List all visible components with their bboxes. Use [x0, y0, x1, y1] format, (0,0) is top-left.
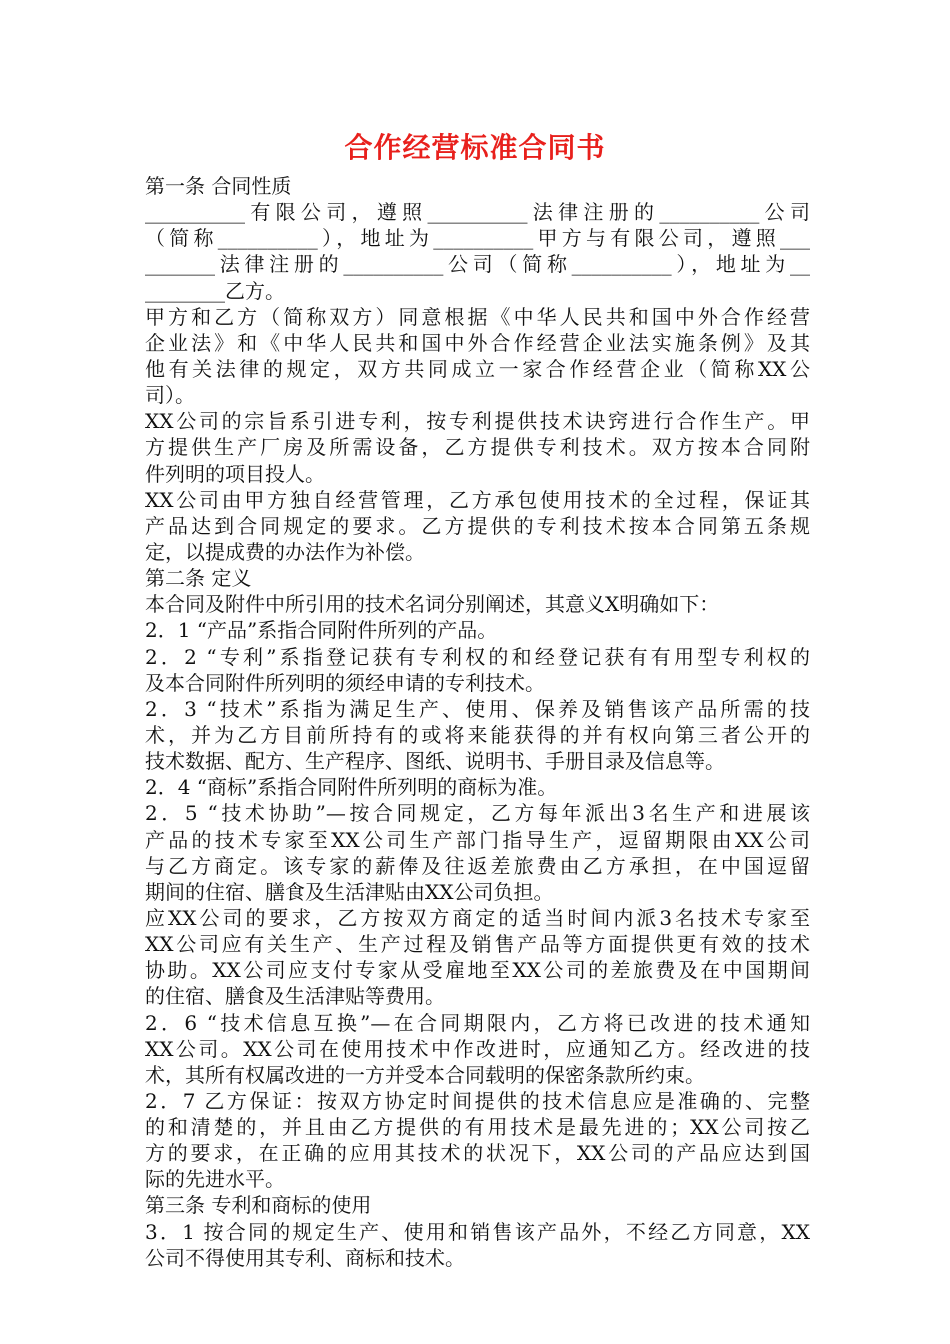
text-line: ________乙方。 — [145, 278, 285, 303]
section-heading: 第三条 专利和商标的使用 — [145, 1193, 372, 1218]
section-heading: 第一条 合同性质 — [145, 174, 292, 198]
text-line: 他有关法律的规定，双方共同成立一家合作经营企业（简称XX公 — [145, 356, 810, 381]
text-line: 与乙方商定。该专家的薪俸及往返差旅费由乙方承担，在中国逗留 — [145, 853, 810, 878]
text-line: 技术数据、配方、生产程序、图纸、说明书、手册目录及信息等。 — [145, 749, 725, 774]
text-line: 公司不得使用其专利、商标和技术。 — [145, 1245, 465, 1270]
text-line: 际的先进水平。 — [145, 1167, 285, 1192]
text-line: 2．4 “商标”系指合同附件所列明的商标为准。 — [145, 775, 558, 800]
text-line: 应XX公司的要求，乙方按双方商定的适当时间内派3名技术专家至 — [145, 905, 810, 930]
text-line: XX公司应有关生产、生产过程及销售产品等方面提供更有效的技术 — [145, 932, 810, 957]
text-line: XX公司由甲方独自经营管理，乙方承包使用技术的全过程，保证其 — [145, 487, 810, 512]
text-line: XX公司。XX公司在使用技术中作改进时，应通知乙方。经改进的技 — [145, 1036, 810, 1061]
text-line: 协助。XX公司应支付专家从受雇地至XX公司的差旅费及在中国期间 — [145, 958, 810, 983]
text-line: 2．3 “技术”系指为满足生产、使用、保养及销售该产品所需的技 — [145, 696, 810, 721]
text-line: 定，以提成费的办法作为补偿。 — [145, 539, 425, 564]
text-line: 2．2 “专利”系指登记获有专利权的和经登记获有有用型专利权的 — [145, 644, 810, 669]
text-line: 期间的住宿、膳食及生活津贴由XX公司负担。 — [145, 879, 554, 904]
document-body — [145, 173, 810, 1271]
text-line: 术，其所有权属改进的一方并受本合同载明的保密条款所约束。 — [145, 1062, 705, 1087]
text-line: 2．1 “产品”系指合同附件所列的产品。 — [145, 618, 498, 643]
text-line: 的和清楚的，并且由乙方提供的有用技术是最先进的；XX公司按乙 — [145, 1115, 810, 1140]
text-line: 2．7 乙方保证：按双方协定时间提供的技术信息应是准确的、完整 — [145, 1088, 810, 1113]
text-line: 甲方和乙方（简称双方）同意根据《中华人民共和国中外合作经营 — [145, 304, 810, 329]
text-line: _______法律注册的__________公司（简称__________），地址为__ — [145, 252, 810, 277]
text-line: 的住宿、膳食及生活津贴等费用。 — [145, 984, 445, 1009]
text-line: 企业法》和《中华人民共和国中外合作经营企业法实施条例》及其 — [145, 330, 810, 355]
text-line: 产品达到合同规定的要求。乙方提供的专利技术按本合同第五条规 — [145, 513, 810, 538]
text-line: 方的要求，在正确的应用其技术的状况下，XX公司的产品应达到国 — [145, 1141, 810, 1166]
text-line: 司）。 — [145, 383, 195, 408]
text-line: 2．5 “技术协助”—按合同规定，乙方每年派出3名生产和进展该 — [145, 801, 810, 826]
section-heading: 第二条 定义 — [145, 566, 252, 591]
text-line: __________有限公司，遵照__________法律注册的__________公司 — [145, 200, 810, 225]
document-title: 合作经营标准合同书 — [344, 131, 606, 164]
text-line: 方提供生产厂房及所需设备，乙方提供专利技术。双方按本合同附 — [145, 435, 810, 460]
text-line: 本合同及附件中所引用的技术名词分别阐述，其意义X明确如下： — [145, 592, 720, 617]
text-line: XX公司的宗旨系引进专利，按专利提供技术诀窍进行合作生产。甲 — [145, 409, 810, 434]
text-line: 3．1 按合同的规定生产、使用和销售该产品外，不经乙方同意，XX — [145, 1219, 810, 1244]
text-line: 产品的技术专家至XX公司生产部门指导生产，逗留期限由XX公司 — [145, 827, 810, 852]
text-line: （简称__________），地址为__________甲方与有限公司，遵照___ — [145, 226, 810, 251]
text-line: 术，并为乙方目前所持有的或将来能获得的并有权向第三者公开的 — [145, 722, 810, 747]
text-line: 2．6 “技术信息互换”—在合同期限内，乙方将已改进的技术通知 — [145, 1010, 810, 1035]
text-line: 件列明的项目投人。 — [145, 461, 325, 486]
text-line: 及本合同附件所列明的须经申请的专利技术。 — [145, 670, 545, 695]
